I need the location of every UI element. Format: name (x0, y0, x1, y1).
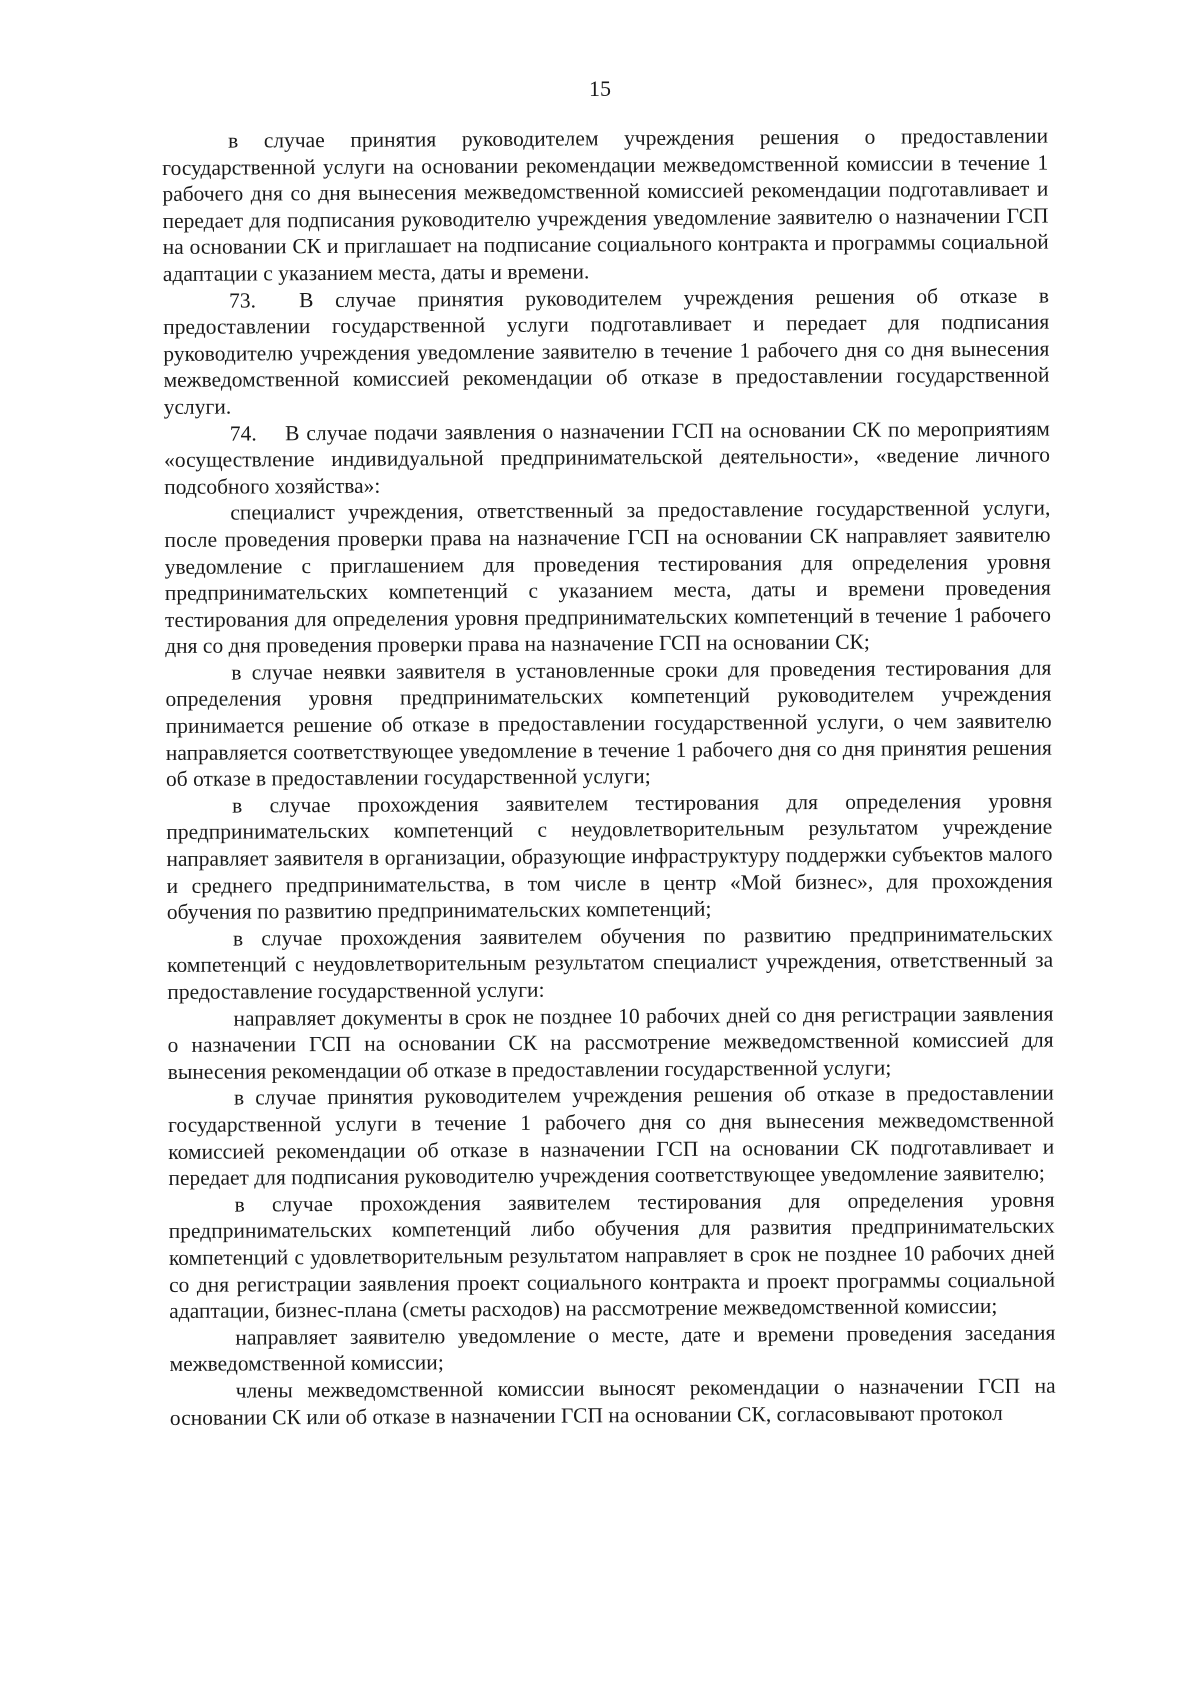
paragraph-specialist-notification: специалист учреждения, ответственный за предоставление государственной услуги, после проведения проверки права на назначение ГСП на основании СК направляет заявителю уведомление с приглашением для проведения тестирования для определения уровня предпринимательских компетенций с указанием места, даты и времени проведения тестирования для определения уровня предпринимательских компетенций в течение 1 рабочего дня со дня проведения проверки права на назначение ГСП на основании СК; (164, 495, 1052, 659)
paragraph-item-73: 73. В случае принятия руководителем учреждения решения об отказе в предоставлении государственной услуги подготавливает и передает для подписания руководителю учреждения уведомление заявителю в течение 1 рабочего дня со дня вынесения межведомственной комиссией рекомендации об отказе в предоставлении государственной услуги. (163, 283, 1050, 419)
document-body (162, 123, 1056, 1431)
paragraph-documents-submission: направляет документы в срок не позднее 10 рабочих дней со дня регистрации заявления о назначении ГСП на основании СК на рассмотрение межведомственной комиссией для вынесения рекомендации об отказе в предоставлении государственной услуги; (167, 1001, 1054, 1084)
paragraph-satisfactory-result: в случае прохождения заявителем тестирования для определения уровня предпринимательских компетенций либо обучения для развития предпринимательских компетенций с удовлетворительным результатом направляет в срок не позднее 10 рабочих дней со дня регистрации заявления проект социального контракта и проект программы социальной адаптации, бизнес-плана (сметы расходов) на рассмотрение межведомственной комиссии; (168, 1187, 1056, 1324)
paragraph-unsatisfactory-testing: в случае прохождения заявителем тестирования для определения уровня предпринимательских компетенций с неудовлетворительным результатом учреждение направляет заявителя в организации, образующие инфраструктуру поддержки субъектов малого и среднего предпринимательства, в том числе в центр «Мой бизнес», для прохождения обучения по развитию предпринимательских компетенций; (166, 788, 1053, 925)
paragraph-recommendation-approval: в случае принятия руководителем учреждения решения о предоставлении государственной услуги на основании рекомендации межведомственной комиссии в течение 1 рабочего дня со дня вынесения межведомственной комиссией рекомендации подготавливает и передает для подписания руководителю учреждения уведомление заявителю о назначении ГСП на основании СК и приглашает на подписание социального контракта и программы социальной адаптации с указанием места, даты и времени. (162, 123, 1049, 286)
paragraph-item-74: 74. В случае подачи заявления о назначении ГСП на основании СК по мероприятиям «осуществление индивидуальной предпринимательской деятельности», «ведение личного подсобного хозяйства»: (163, 416, 1051, 499)
paragraph-unsatisfactory-training: в случае прохождения заявителем обучения по развитию предпринимательских компетенций с неудовлетворительным результатом специалист учреждения, ответственный за предоставление государственной услуги: (167, 921, 1054, 1004)
paragraph-refusal-decision: в случае принятия руководителем учреждения решения об отказе в предоставлении государственной услуги в течение 1 рабочего дня со дня вынесения межведомственной комиссией рекомендации об отказе в назначении ГСП на основании СК подготавливает и передает для подписания руководителю учреждения соответствующее уведомление заявителю; (168, 1080, 1055, 1191)
paragraph-no-show: в случае неявки заявителя в установленные сроки для проведения тестирования для определения уровня предпринимательских компетенций руководителем учреждения принимается решение об отказе в предоставлении государственной услуги, о чем заявителю направляется соответствующее уведомление в течение 1 рабочего дня со дня принятия решения об отказе в предоставлении государственной услуги; (165, 655, 1052, 792)
paragraph-commission-members: члены межведомственной комиссии выносят рекомендации о назначении ГСП на основании СК или об отказе в назначении ГСП на основании СК, согласовывают протокол (169, 1373, 1056, 1430)
paragraph-meeting-notification: направляет заявителю уведомление о месте, дате и времени проведения заседания межведомственной комиссии; (169, 1320, 1056, 1377)
page-number: 15 (589, 76, 611, 101)
